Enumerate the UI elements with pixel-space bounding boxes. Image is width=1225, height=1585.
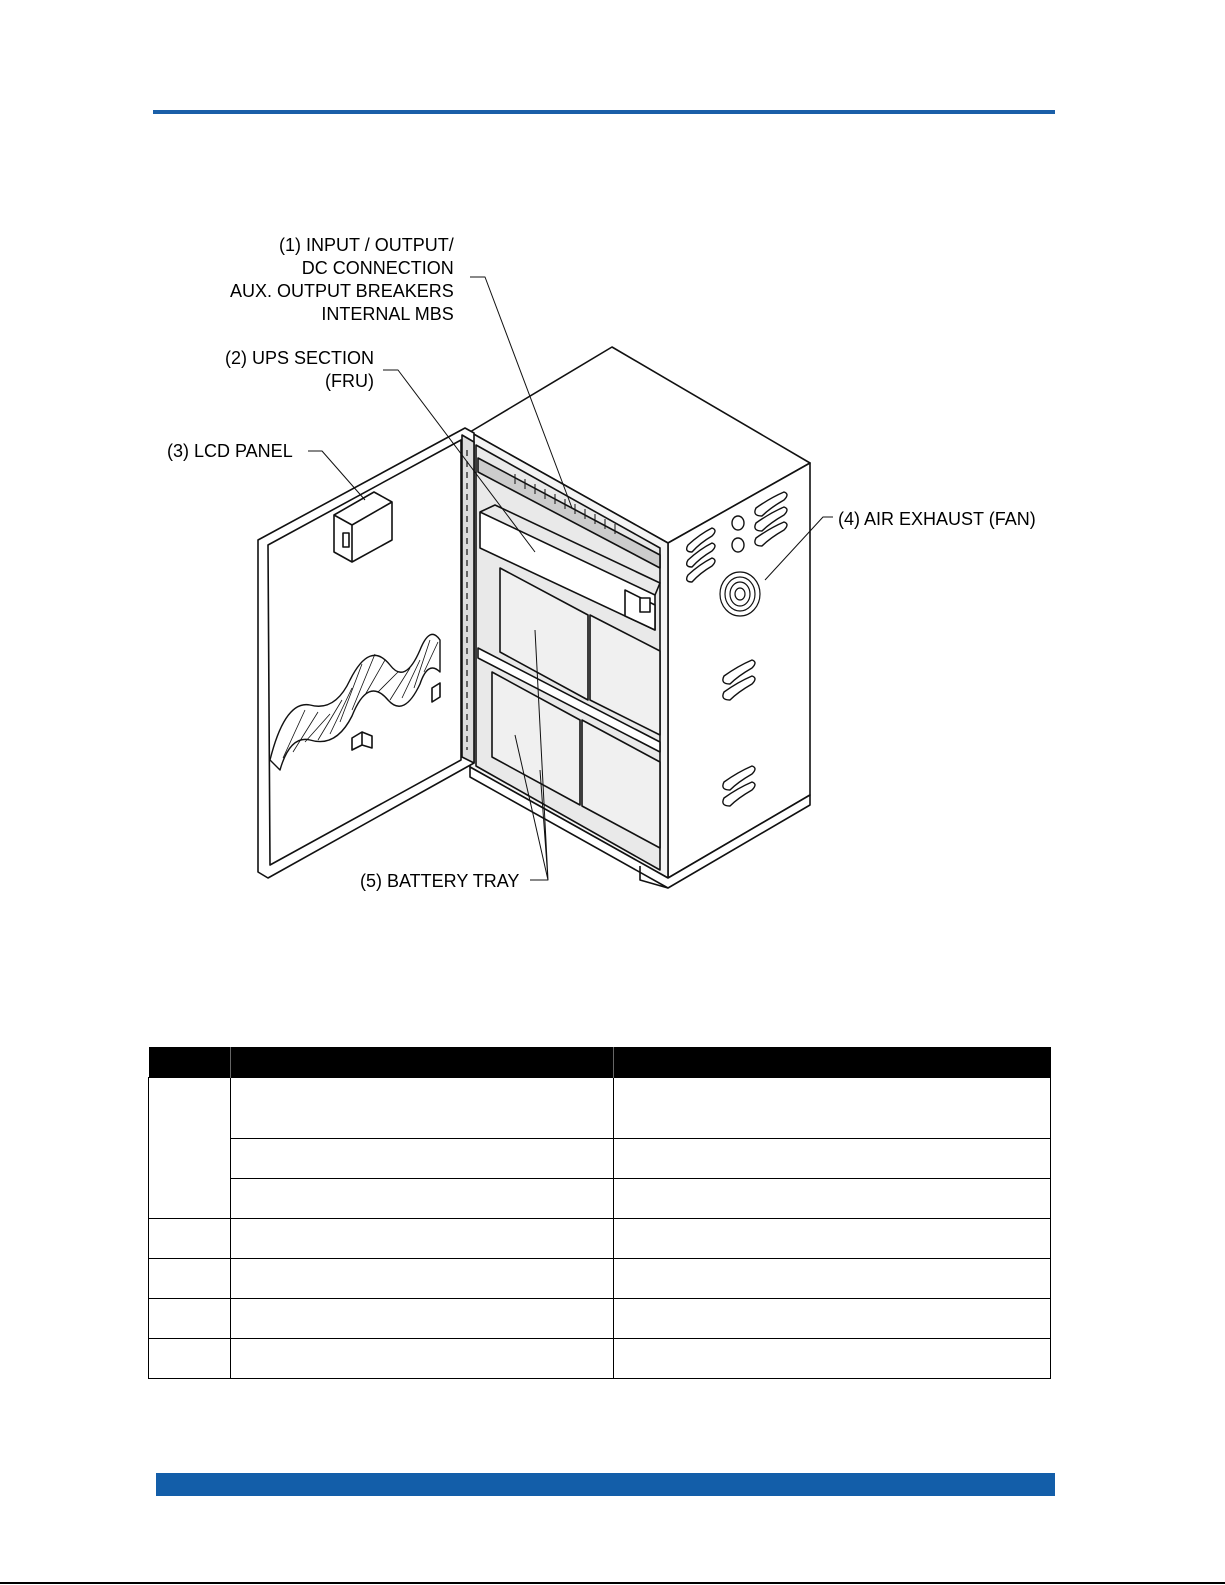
callout-input-output [230, 234, 454, 326]
table-header-cell [230, 1047, 613, 1078]
table-cell [149, 1078, 231, 1219]
callout-line: (1) INPUT / OUTPUT/ [279, 235, 454, 255]
table-header-cell [149, 1047, 231, 1078]
callout-line: (FRU) [325, 371, 375, 391]
callout-line: DC CONNECTION [301, 258, 454, 278]
table-header-cell [613, 1047, 1051, 1078]
table-cell [230, 1259, 613, 1299]
footer-bar [156, 1473, 1055, 1496]
table-cell [613, 1078, 1051, 1139]
callout-line: AUX. OUTPUT BREAKERS [230, 281, 454, 301]
callout-battery-tray: (5) BATTERY TRAY [360, 871, 520, 891]
table-cell [230, 1078, 613, 1139]
callout-line: (2) UPS SECTION [225, 348, 375, 368]
callout-air-exhaust: (4) AIR EXHAUST (FAN) [838, 509, 1036, 529]
callout-lcd-panel: (3) LCD PANEL [167, 441, 293, 461]
table-row [149, 1179, 1051, 1219]
table-cell [230, 1219, 613, 1259]
table-cell [149, 1259, 231, 1299]
door [258, 428, 474, 878]
callout-line: INTERNAL MBS [321, 304, 454, 324]
table-cell [613, 1339, 1051, 1379]
table-row [149, 1139, 1051, 1179]
table-cell [613, 1299, 1051, 1339]
table-row [149, 1259, 1051, 1299]
table-cell [230, 1139, 613, 1179]
table-cell [230, 1179, 613, 1219]
table-cell [613, 1259, 1051, 1299]
table-cell [149, 1339, 231, 1379]
page-bottom-edge [0, 1582, 1225, 1584]
table-cell [149, 1299, 231, 1339]
table-header-row [149, 1047, 1051, 1078]
table-row [149, 1339, 1051, 1379]
table-cell [149, 1219, 231, 1259]
parts-table [148, 1047, 1051, 1379]
table-cell [230, 1339, 613, 1379]
table-cell [230, 1299, 613, 1339]
callout-ups-section [225, 347, 374, 393]
table-row [149, 1299, 1051, 1339]
table-cell [613, 1219, 1051, 1259]
table-cell [613, 1179, 1051, 1219]
table-row [149, 1219, 1051, 1259]
table-row [149, 1078, 1051, 1139]
table-cell [613, 1139, 1051, 1179]
